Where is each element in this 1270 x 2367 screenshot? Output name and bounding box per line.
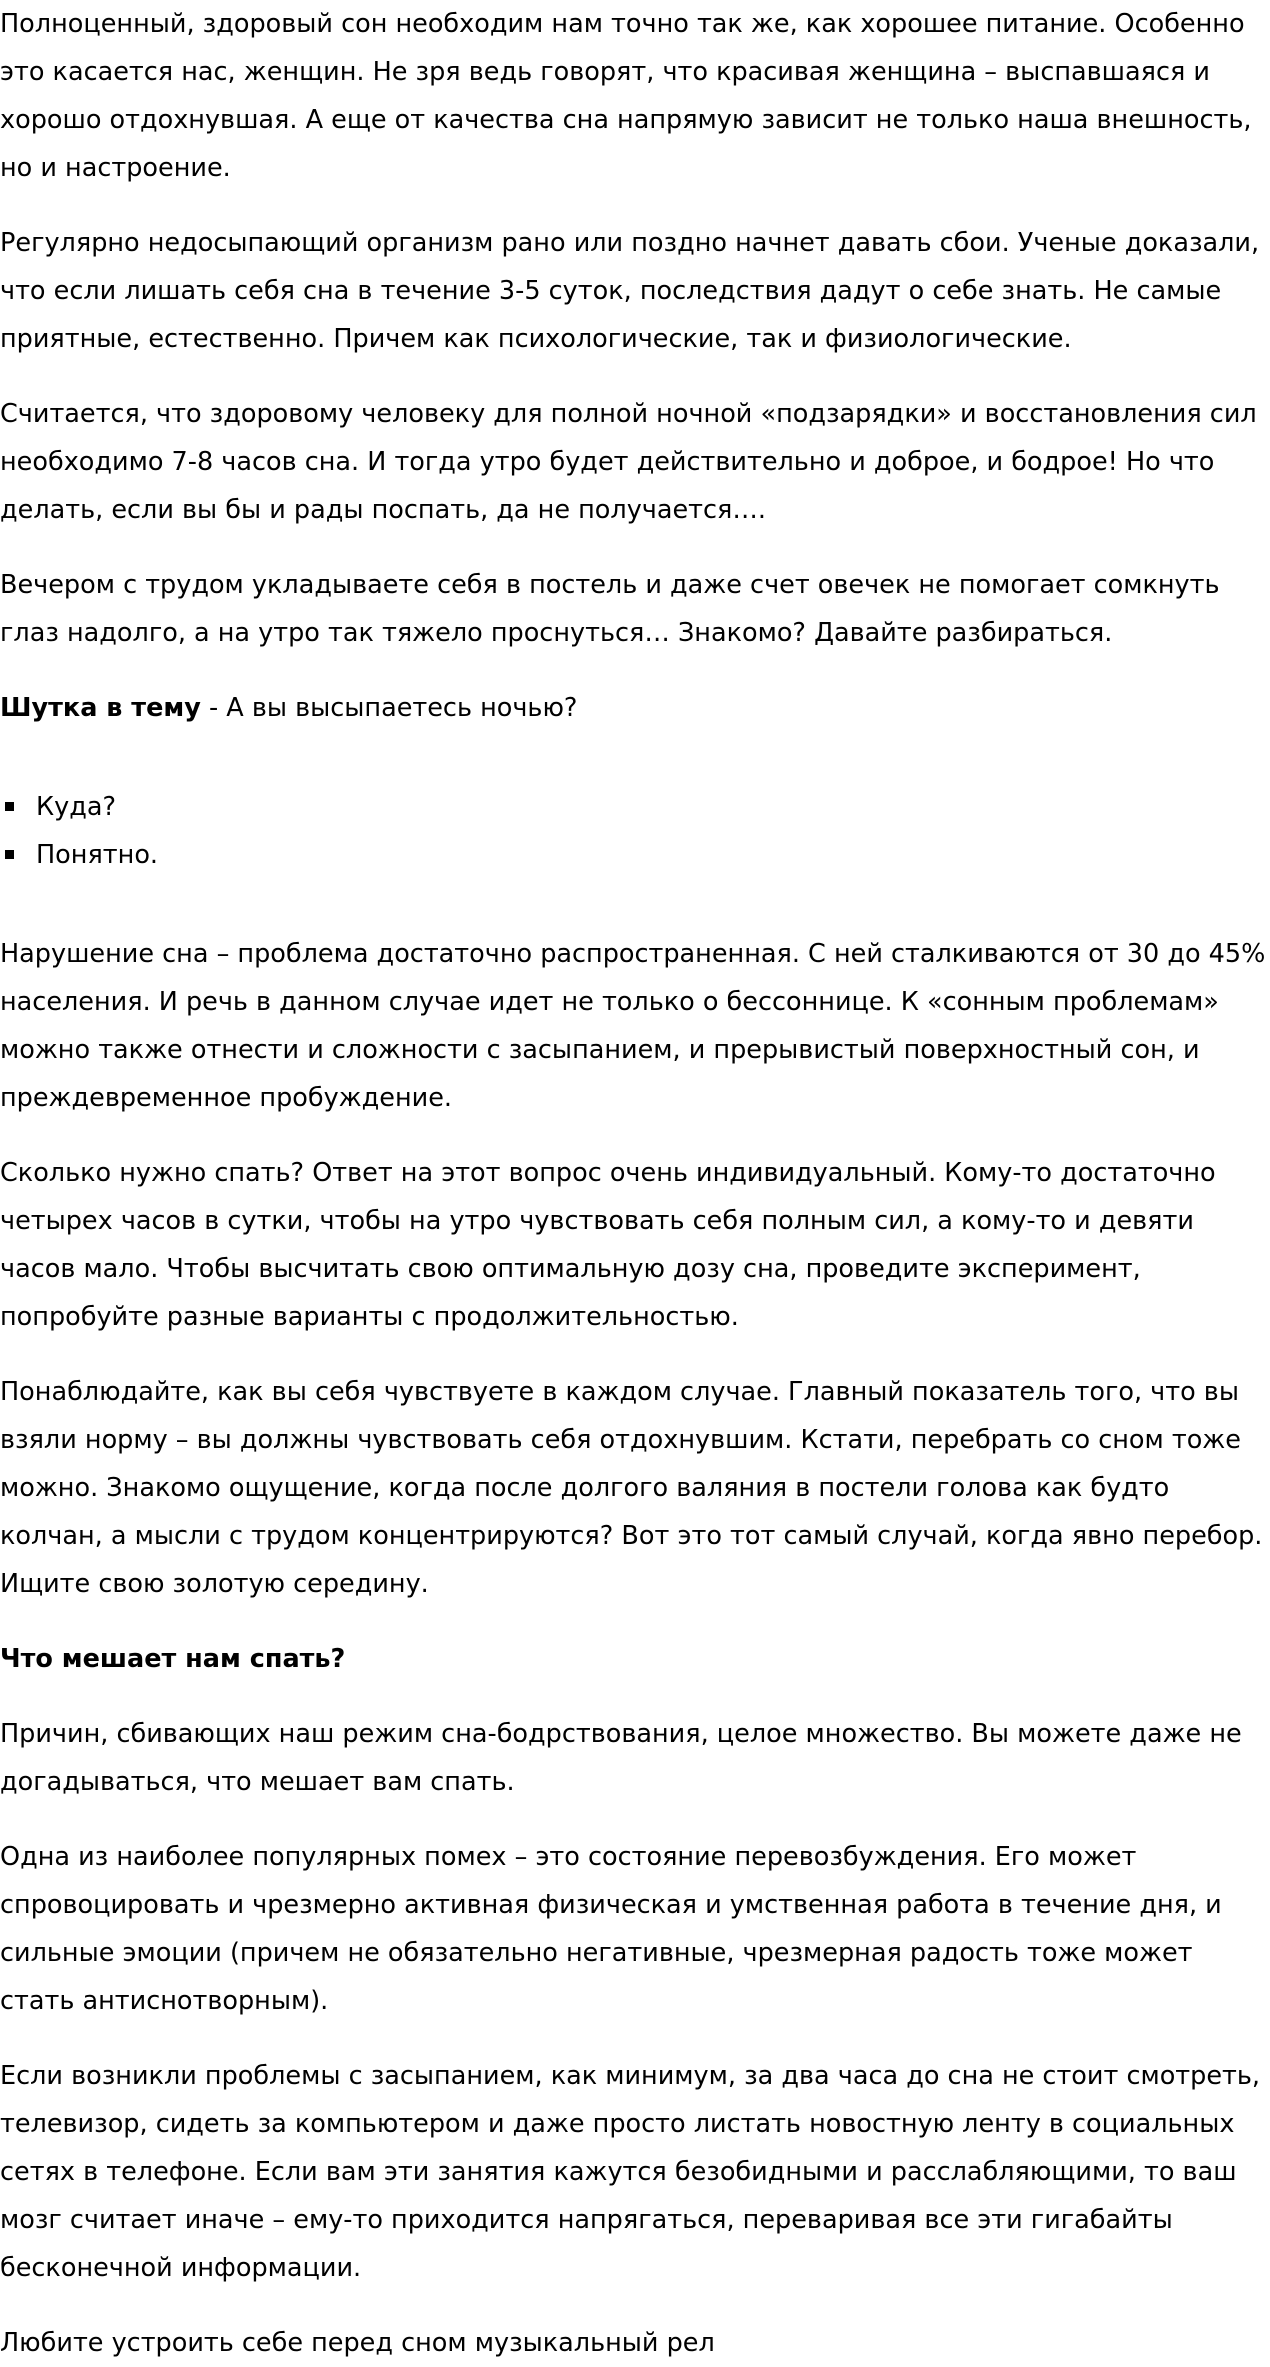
paragraph-observe: Понаблюдайте, как вы себя чувствуете в каждом случае. Главный показатель того, что вы взяли норму – вы должны чувствовать себя отдохнувшим. Кстати, перебрать со сном тоже можно. Знакомо ощущение, когда после долгого валяния в постели голова как будто колчан, а мысли с трудом концентрируются? Вот это тот самый случай, когда явно перебор. Ищите свою золотую середину.	[0, 1377, 1263, 1599]
list-item-text: Куда?	[36, 792, 116, 822]
joke-text: - А вы высыпаетесь ночью?	[200, 693, 578, 723]
paragraph-sleep-deprivation: Регулярно недосыпающий организм рано или поздно начнет давать сбои. Ученые доказали, что если лишать себя сна в течение 3-5 суток, последствия дадут о себе знать. Не самые приятные, естественно. Причем как психологические, так и физиологические.	[0, 228, 1260, 354]
joke-label: Шутка в тему	[0, 693, 201, 723]
paragraph-joke	[0, 684, 1270, 732]
joke-answers-list	[0, 759, 1270, 903]
list-item-text: Понятно.	[36, 840, 159, 870]
paragraph-overexcitement: Одна из наиболее популярных помех – это состояние перевозбуждения. Его может спровоцировать и чрезмерно активная физическая и умственная работа в течение дня, и сильные эмоции (причем не обязательно негативные, чрезмерная радость тоже может стать антиснотворным).	[0, 1842, 1222, 2016]
paragraph-screens: Если возникли проблемы с засыпанием, как минимум, за два часа до сна не стоит смотреть, телевизор, сидеть за компьютером и даже просто листать новостную ленту в социальных сетях в телефоне. Если вам эти занятия кажутся безобидными и расслабляющими, то ваш мозг считает иначе – ему-то приходится напрягаться, переваривая все эти гигабайты бесконечной информации.	[0, 2061, 1261, 2283]
paragraph-intro: Полноценный, здоровый сон необходим нам точно так же, как хорошее питание. Особенно это касается нас, женщин. Не зря ведь говорят, что красивая женщина – выспавшаяся и хорошо отдохнувшая. А еще от качества сна напрямую зависит не только наша внешность, но и настроение.	[0, 9, 1252, 183]
list-item	[0, 831, 1270, 879]
list-item	[0, 783, 1270, 831]
square-bullet-icon	[5, 802, 14, 811]
section-heading	[0, 1635, 1270, 1683]
paragraph-causes: Причин, сбивающих наш режим сна-бодрствования, целое множество. Вы можете даже не догадываться, что мешает вам спать.	[0, 1719, 1242, 1797]
paragraph-sleep-norm: Считается, что здоровому человеку для полной ночной «подзарядки» и восстановления сил необходимо 7-8 часов сна. И тогда утро будет действительно и доброе, и бодрое! Но что делать, если вы бы и рады поспать, да не получается….	[0, 399, 1257, 525]
paragraph-sleep-disorders: Нарушение сна – проблема достаточно распространенная. С ней сталкиваются от 30 до 45% населения. И речь в данном случае идет не только о бессоннице. К «сонным проблемам» можно также отнести и сложности с засыпанием, и прерывистый поверхностный сон, и преждевременное пробуждение.	[0, 939, 1266, 1113]
paragraph-how-much-sleep: Сколько нужно спать? Ответ на этот вопрос очень индивидуальный. Кому-то достаточно четырех часов в сутки, чтобы на утро чувствовать себя полным сил, а кому-то и девяти часов мало. Чтобы высчитать свою оптимальную дозу сна, проведите эксперимент, попробуйте разные варианты с продолжительностью.	[0, 1158, 1216, 1332]
paragraph-music: Любите устроить себе перед сном музыкальный рел	[0, 2328, 715, 2358]
square-bullet-icon	[5, 850, 14, 859]
paragraph-evening: Вечером с трудом укладываете себя в постель и даже счет овечек не помогает сомкнуть глаз надолго, а на утро так тяжело проснуться… Знакомо? Давайте разбираться.	[0, 570, 1220, 648]
section-heading-text: Что мешает нам спать?	[0, 1644, 346, 1674]
